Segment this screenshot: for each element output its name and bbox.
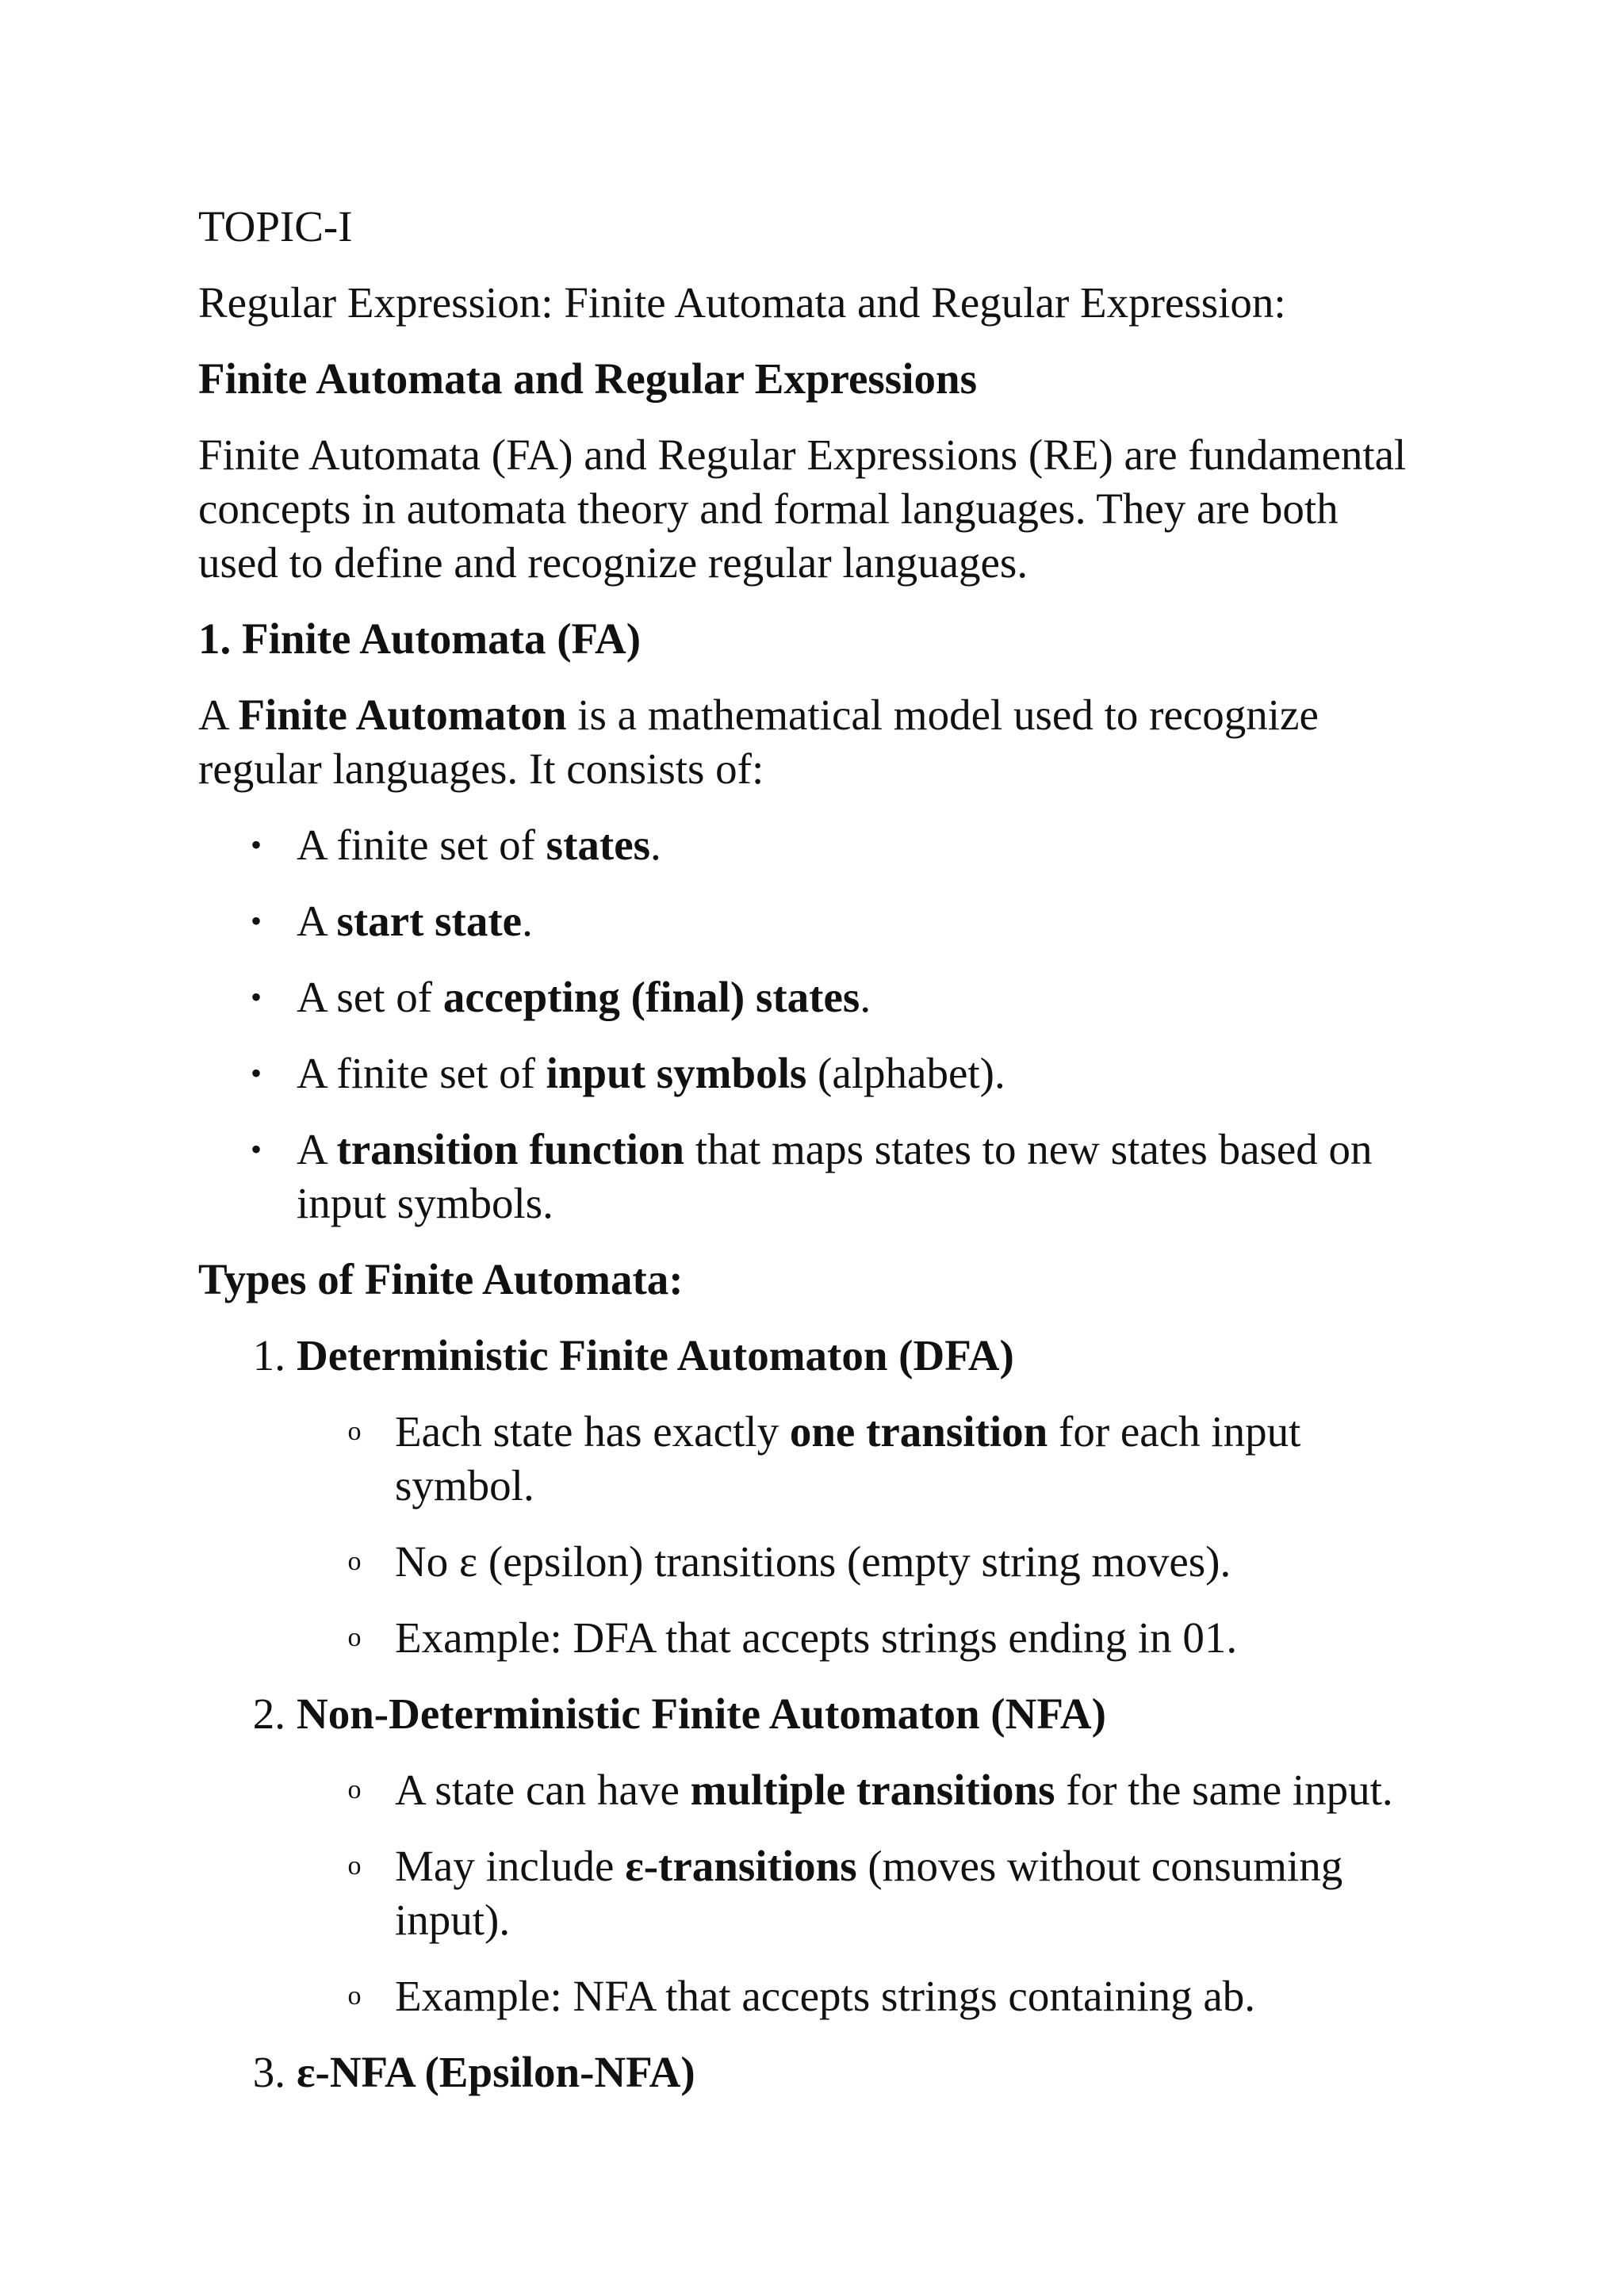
bullet-icon: • — [250, 1131, 262, 1167]
text-run: A finite set of — [297, 821, 546, 869]
fa-definition-line — [198, 688, 1435, 742]
bold-term: input symbols — [546, 1049, 807, 1097]
bold-term: start state — [336, 897, 523, 945]
list-item — [297, 894, 1446, 948]
type-title: Deterministic Finite Automaton (DFA) — [297, 1331, 1014, 1380]
text-run: A set of — [297, 973, 443, 1021]
text-run: for each input — [1048, 1407, 1301, 1456]
sub-list-item: Example: NFA that accepts strings containing ab. — [395, 1972, 1255, 2020]
text-run: (moves without consuming — [856, 1842, 1343, 1890]
text-run: A finite set of — [297, 1049, 546, 1097]
text-run: . — [650, 821, 661, 869]
topic-label: TOPIC-I — [198, 202, 353, 251]
type-title: Non-Deterministic Finite Automaton (NFA) — [297, 1689, 1106, 1738]
text-run: A — [297, 897, 337, 945]
text-run: A — [198, 691, 239, 739]
type-title: ε-NFA (Epsilon-NFA) — [297, 2048, 695, 2096]
text-run: . — [522, 897, 533, 945]
sub-bullet-icon: o — [347, 1417, 362, 1446]
text-run: A state can have — [395, 1766, 691, 1814]
bullet-icon: • — [250, 827, 262, 863]
page-subtitle: Regular Expression: Finite Automata and Regular Expression: — [198, 278, 1286, 327]
types-heading: Types of Finite Automata: — [198, 1255, 684, 1303]
sub-bullet-icon: o — [347, 1981, 362, 2011]
text-run: . — [860, 973, 871, 1021]
list-item — [297, 818, 1446, 872]
text-run: (alphabet). — [806, 1049, 1005, 1097]
main-heading: Finite Automata and Regular Expressions — [198, 354, 977, 403]
text-run: that maps states to new states based on — [684, 1125, 1373, 1173]
sub-list-item-continuation: input). — [395, 1896, 511, 1944]
list-item — [297, 970, 1446, 1024]
text-run: A — [297, 1125, 337, 1173]
sub-bullet-icon: o — [347, 1851, 362, 1881]
bold-term: states — [546, 821, 651, 869]
sub-bullet-icon: o — [347, 1623, 362, 1652]
sub-list-item — [395, 1405, 1426, 1459]
bold-term: transition function — [336, 1125, 684, 1173]
sub-list-item — [395, 1839, 1426, 1893]
list-number: 1. — [252, 1331, 285, 1380]
sub-list-item: No ε (epsilon) transitions (empty string moves). — [395, 1537, 1231, 1586]
list-item — [297, 1047, 1446, 1100]
bold-term: accepting (final) states — [442, 973, 860, 1021]
text-run: Each state has exactly — [395, 1407, 790, 1456]
bullet-icon: • — [250, 1055, 262, 1091]
text-run: for the same input. — [1055, 1766, 1393, 1814]
intro-line: Finite Automata (FA) and Regular Expressions (RE) are fundamental — [198, 430, 1407, 479]
sub-bullet-icon: o — [347, 1775, 362, 1804]
bold-term: Finite Automaton — [238, 691, 567, 739]
list-item — [297, 1123, 1446, 1177]
list-number: 3. — [252, 2048, 285, 2096]
sub-list-item — [395, 1763, 1426, 1817]
bullet-icon: • — [250, 903, 262, 939]
bold-term: one transition — [789, 1407, 1048, 1456]
text-run: May include — [395, 1842, 626, 1890]
fa-definition-line: regular languages. It consists of: — [198, 744, 764, 793]
sub-list-item-continuation: symbol. — [395, 1461, 534, 1510]
section-heading: 1. Finite Automata (FA) — [198, 614, 642, 663]
intro-line: concepts in automata theory and formal languages. They are both — [198, 484, 1339, 533]
text-run: is a mathematical model used to recognize — [566, 691, 1319, 739]
bold-term: ε-transitions — [625, 1842, 857, 1890]
bold-term: multiple transitions — [690, 1766, 1055, 1814]
sub-bullet-icon: o — [347, 1547, 362, 1576]
list-number: 2. — [252, 1689, 285, 1738]
list-item-continuation: input symbols. — [297, 1179, 553, 1227]
intro-line: used to define and recognize regular languages. — [198, 538, 1028, 587]
bullet-icon: • — [250, 979, 262, 1015]
sub-list-item: Example: DFA that accepts strings ending in 01. — [395, 1613, 1238, 1662]
